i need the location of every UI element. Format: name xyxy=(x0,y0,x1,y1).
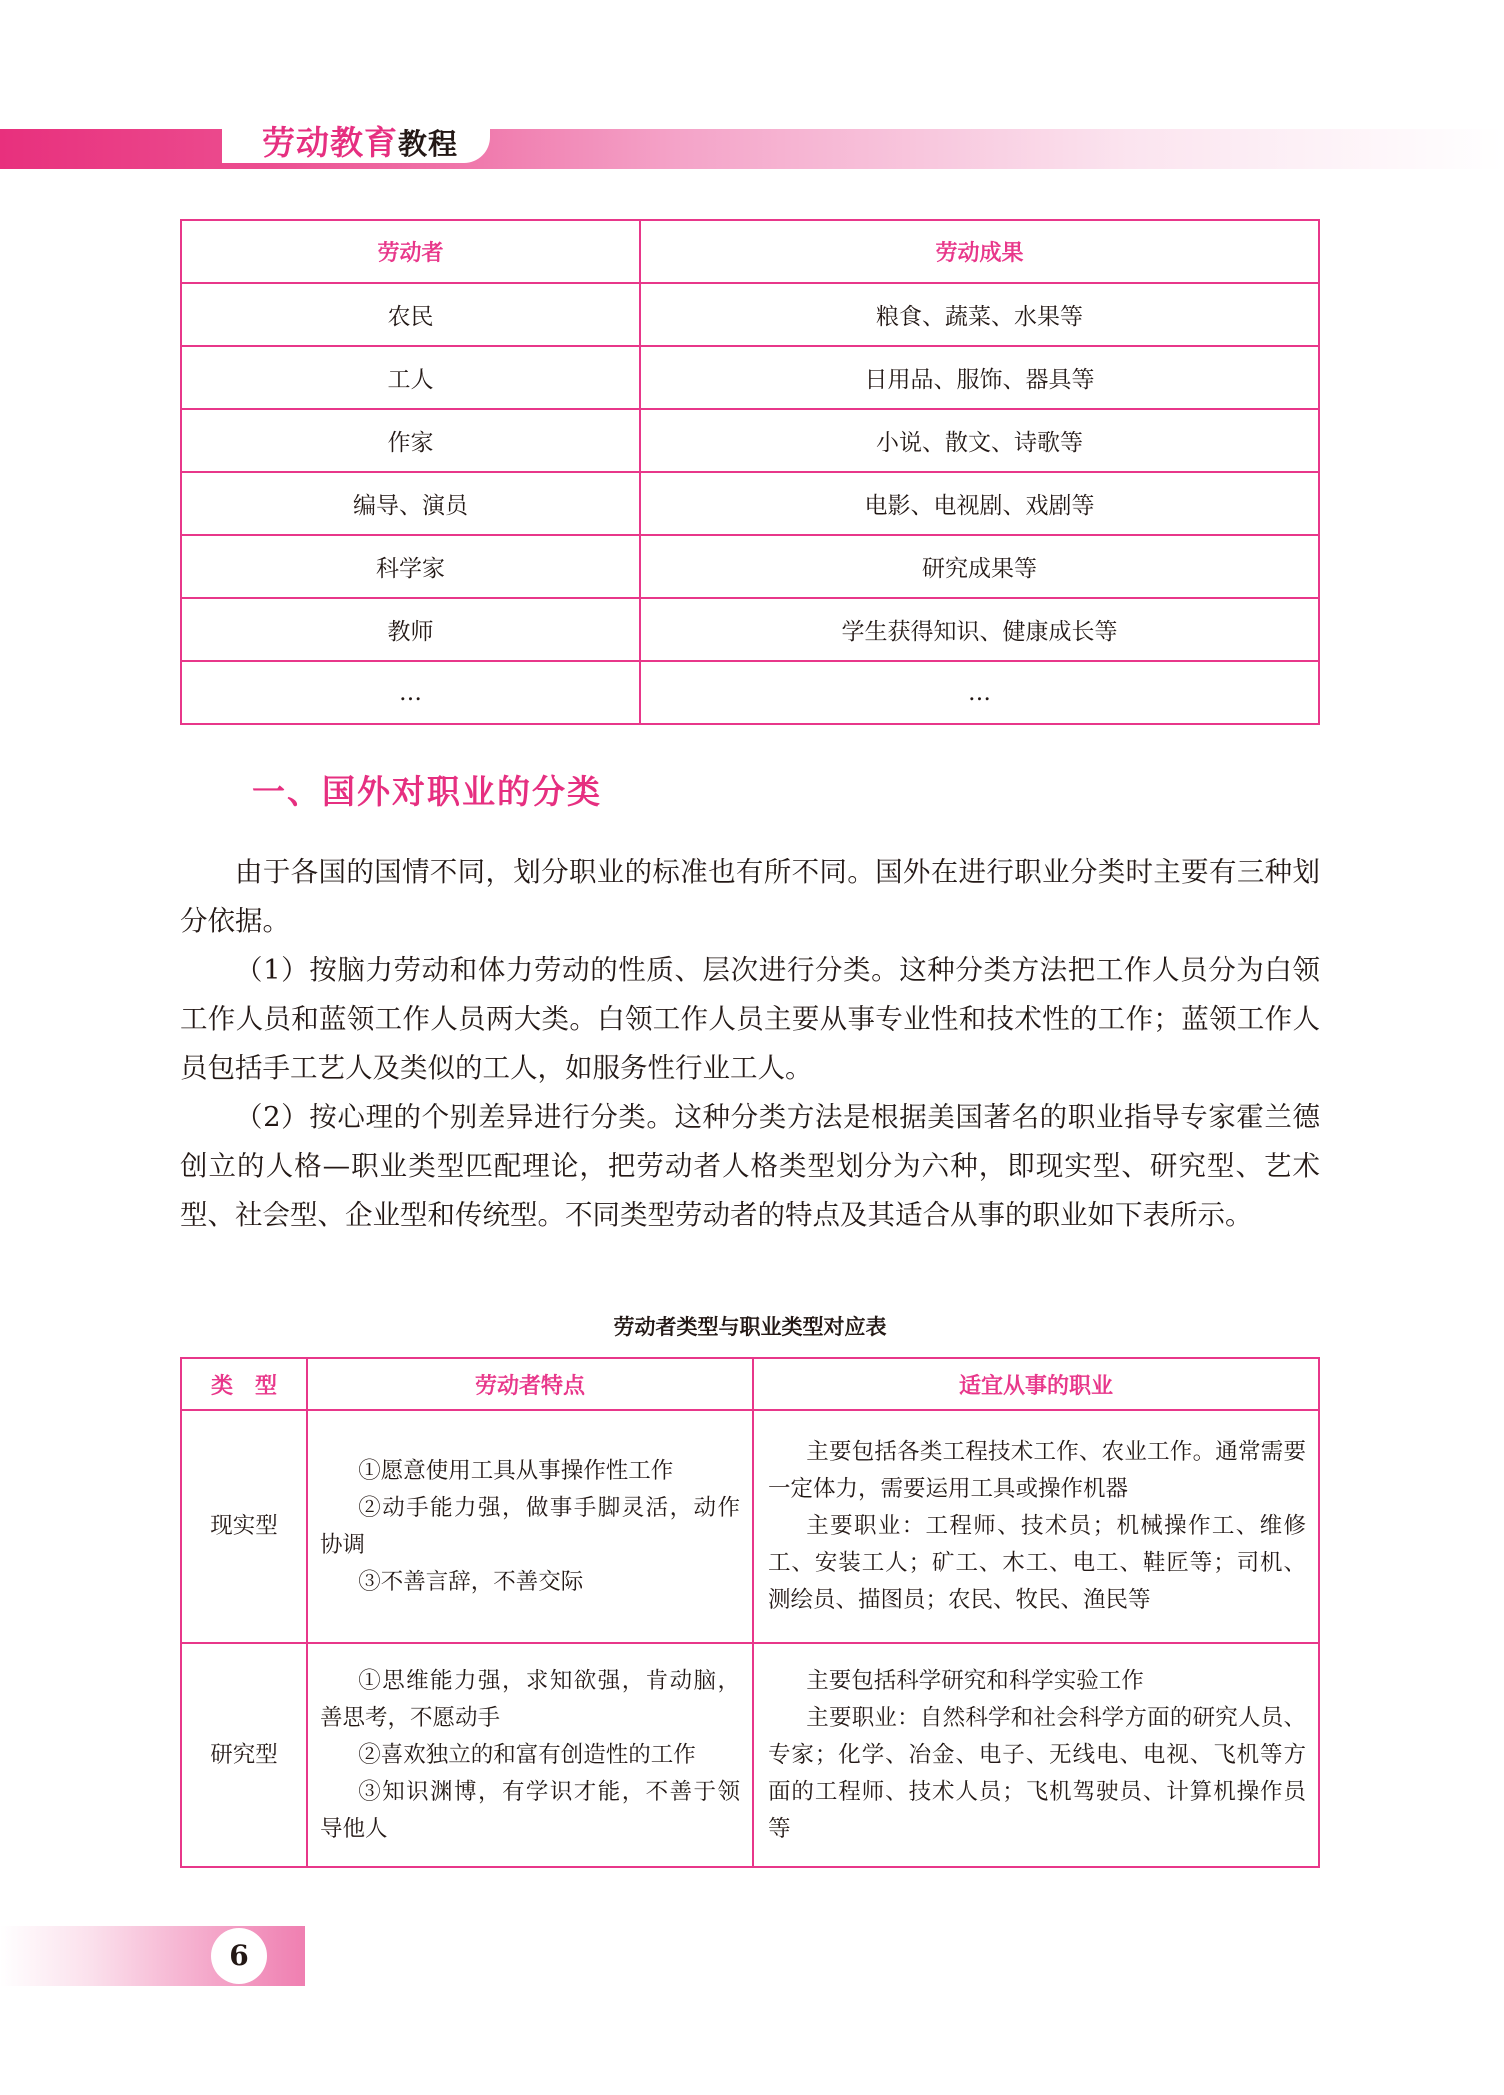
trait-item: ①思维能力强，求知欲强，肯动脑，善思考，不愿动手 xyxy=(320,1667,740,1731)
running-header xyxy=(262,117,458,164)
table-header-row xyxy=(181,220,1319,283)
table-cell: 研究成果等 xyxy=(640,535,1319,598)
job-paragraph: 主要职业：工程师、技术员；机械操作工、维修工、安装工人；矿工、木工、电工、鞋匠等；司机、测绘员、描图员；农民、牧民、渔民等 xyxy=(768,1513,1306,1613)
type-cell: 现实型 xyxy=(181,1410,307,1643)
column-header: 适宜从事的职业 xyxy=(753,1358,1319,1410)
section-heading: 一、国外对职业的分类 xyxy=(252,772,602,811)
traits-cell xyxy=(307,1410,753,1643)
personality-career-table xyxy=(180,1357,1320,1868)
labor-results-table xyxy=(180,219,1320,725)
trait-item: ③不善言辞，不善交际 xyxy=(358,1568,584,1595)
trait-item: ②喜欢独立的和富有创造性的工作 xyxy=(358,1741,696,1768)
column-header: 劳动者 xyxy=(181,220,640,283)
table-cell: 科学家 xyxy=(181,535,640,598)
paragraph: （1）按脑力劳动和体力劳动的性质、层次进行分类。这种分类方法把工作人员分为白领工作人员和蓝领工作人员两大类。白领工作人员主要从事专业性和技术性的工作；蓝领工作人员包括手工艺人及类似的工人，如服务性行业工人。 xyxy=(180,954,1320,1084)
table-cell: 电影、电视剧、戏剧等 xyxy=(640,472,1319,535)
table-row xyxy=(181,598,1319,661)
trait-item: ①愿意使用工具从事操作性工作 xyxy=(358,1457,674,1484)
table-cell: 编导、演员 xyxy=(181,472,640,535)
table-row xyxy=(181,472,1319,535)
table-header-row xyxy=(181,1358,1319,1410)
trait-item: ②动手能力强，做事手脚灵活，动作协调 xyxy=(320,1494,740,1558)
table-cell: 农民 xyxy=(181,283,640,346)
page-number: 6 xyxy=(211,1928,267,1984)
table-row xyxy=(181,283,1319,346)
table-cell: … xyxy=(640,661,1319,724)
job-paragraph: 主要包括各类工程技术工作、农业工作。通常需要一定体力，需要运用工具或操作机器 xyxy=(768,1439,1306,1502)
table-row xyxy=(181,661,1319,724)
table-row xyxy=(181,1410,1319,1643)
table-cell: 作家 xyxy=(181,409,640,472)
column-header: 劳动者特点 xyxy=(307,1358,753,1410)
jobs-cell xyxy=(753,1410,1319,1643)
column-header: 劳动成果 xyxy=(640,220,1319,283)
table-cell: 小说、散文、诗歌等 xyxy=(640,409,1319,472)
table-cell: 工人 xyxy=(181,346,640,409)
table-row xyxy=(181,409,1319,472)
job-paragraph: 主要包括科学研究和科学实验工作 xyxy=(806,1667,1144,1694)
type-cell: 研究型 xyxy=(181,1643,307,1867)
table-cell: 日用品、服饰、器具等 xyxy=(640,346,1319,409)
table-cell: … xyxy=(181,661,640,724)
header-title-rest: 教程 xyxy=(398,127,459,161)
body-text xyxy=(180,848,1320,1240)
table-row xyxy=(181,535,1319,598)
trait-item: ③知识渊博，有学识才能，不善于领导他人 xyxy=(320,1778,740,1842)
table-cell: 学生获得知识、健康成长等 xyxy=(640,598,1319,661)
paragraph: （2）按心理的个别差异进行分类。这种分类方法是根据美国著名的职业指导专家霍兰德创立的人格—职业类型匹配理论，把劳动者人格类型划分为六种，即现实型、研究型、艺术型、社会型、企业型和传统型。不同类型劳动者的特点及其适合从事的职业如下表所示。 xyxy=(180,1101,1320,1231)
header-title-highlight: 劳动教育 xyxy=(262,123,398,162)
jobs-cell xyxy=(753,1643,1319,1867)
paragraph: 由于各国的国情不同，划分职业的标准也有所不同。国外在进行职业分类时主要有三种划分依据。 xyxy=(180,856,1320,937)
traits-cell xyxy=(307,1643,753,1867)
table-cell: 粮食、蔬菜、水果等 xyxy=(640,283,1319,346)
table-row xyxy=(181,346,1319,409)
table-row xyxy=(181,1643,1319,1867)
table-cell: 教师 xyxy=(181,598,640,661)
table-caption: 劳动者类型与职业类型对应表 xyxy=(613,1315,887,1339)
job-paragraph: 主要职业：自然科学和社会科学方面的研究人员、专家；化学、冶金、电子、无线电、电视、飞机等方面的工程师、技术人员；飞机驾驶员、计算机操作员等 xyxy=(768,1704,1306,1842)
column-header: 类 型 xyxy=(181,1358,307,1410)
